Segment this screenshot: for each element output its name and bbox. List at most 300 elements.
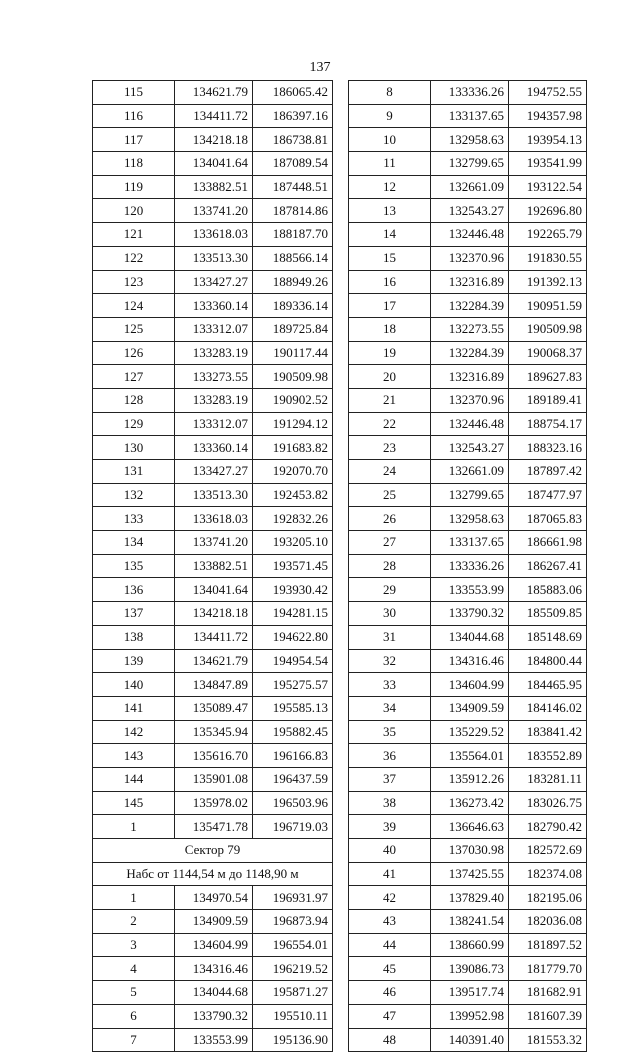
coord-y: 192832.26 [253,507,333,531]
coord-x: 132446.48 [431,412,509,436]
coord-x: 138241.54 [431,910,509,934]
coord-y: 184146.02 [509,696,587,720]
table-row [349,317,587,341]
table-row [93,270,333,294]
table-row [349,223,587,247]
table-row [349,365,587,389]
coord-y: 188323.16 [509,436,587,460]
point-number: 30 [349,602,431,626]
coord-x: 134218.18 [175,602,253,626]
table-row [93,531,333,555]
table-row [93,578,333,602]
coord-x: 133513.30 [175,246,253,270]
point-number: 43 [349,910,431,934]
point-number: 135 [93,554,175,578]
point-number: 37 [349,767,431,791]
coord-y: 194954.54 [253,649,333,673]
table-row [93,910,333,934]
coord-x: 133553.99 [431,578,509,602]
coord-y: 194281.15 [253,602,333,626]
table-row [93,246,333,270]
point-number: 46 [349,981,431,1005]
coord-x: 132661.09 [431,175,509,199]
point-number: 44 [349,933,431,957]
coord-x: 133273.55 [175,365,253,389]
point-number: 8 [349,81,431,105]
point-number: 136 [93,578,175,602]
right-coordinate-table [348,80,587,1052]
coord-x: 133618.03 [175,507,253,531]
coord-y: 186397.16 [253,104,333,128]
point-number: 143 [93,744,175,768]
table-row [93,365,333,389]
coord-x: 137425.55 [431,862,509,886]
coord-x: 135564.01 [431,744,509,768]
table-row [349,720,587,744]
coord-x: 133790.32 [175,1004,253,1028]
coord-y: 183841.42 [509,720,587,744]
point-number: 35 [349,720,431,744]
table-row [349,578,587,602]
point-number: 129 [93,412,175,436]
coord-x: 132799.65 [431,483,509,507]
table-row [93,720,333,744]
table-row [349,791,587,815]
table-row [349,744,587,768]
coord-y: 182195.06 [509,886,587,910]
coord-y: 188949.26 [253,270,333,294]
point-number: 142 [93,720,175,744]
coord-x: 140391.40 [431,1028,509,1052]
coord-y: 190117.44 [253,341,333,365]
coord-x: 132799.65 [431,152,509,176]
coord-x: 134044.68 [175,981,253,1005]
page-number: 137 [309,60,331,75]
coord-y: 196437.59 [253,767,333,791]
table-row [93,744,333,768]
point-number: 48 [349,1028,431,1052]
coord-y: 196166.83 [253,744,333,768]
coord-x: 133360.14 [175,294,253,318]
coord-y: 191830.55 [509,246,587,270]
point-number: 29 [349,578,431,602]
coord-x: 133312.07 [175,317,253,341]
table-row [93,460,333,484]
coord-y: 187065.83 [509,507,587,531]
coord-x: 133553.99 [175,1028,253,1052]
coord-x: 133882.51 [175,554,253,578]
coord-y: 181779.70 [509,957,587,981]
coord-x: 139517.74 [431,981,509,1005]
table-row [349,1028,587,1052]
point-number: 42 [349,886,431,910]
table-row [349,460,587,484]
coord-x: 135229.52 [431,720,509,744]
coord-x: 137829.40 [431,886,509,910]
coord-y: 181553.32 [509,1028,587,1052]
point-number: 26 [349,507,431,531]
table-row [349,1004,587,1028]
point-number: 34 [349,696,431,720]
coord-x: 132446.48 [431,223,509,247]
coord-x: 137030.98 [431,839,509,863]
point-number: 126 [93,341,175,365]
sector-title: Сектор 79 [93,839,333,863]
table-row [349,246,587,270]
coord-y: 195871.27 [253,981,333,1005]
point-number: 1 [93,886,175,910]
point-number: 128 [93,388,175,412]
table-row [349,767,587,791]
point-number: 23 [349,436,431,460]
coord-x: 132958.63 [431,507,509,531]
coord-y: 182036.08 [509,910,587,934]
left-coordinate-table [92,80,333,1052]
coord-x: 139952.98 [431,1004,509,1028]
coord-y: 184465.95 [509,673,587,697]
table-row [93,1004,333,1028]
coord-x: 133427.27 [175,460,253,484]
coord-y: 187448.51 [253,175,333,199]
coord-y: 193122.54 [509,175,587,199]
coord-y: 183552.89 [509,744,587,768]
point-number: 9 [349,104,431,128]
coord-x: 138660.99 [431,933,509,957]
point-number: 38 [349,791,431,815]
point-number: 1 [93,815,175,839]
coord-y: 185883.06 [509,578,587,602]
coord-x: 133283.19 [175,341,253,365]
table-row [93,696,333,720]
coord-x: 132370.96 [431,388,509,412]
coord-y: 186065.42 [253,81,333,105]
table-row [93,152,333,176]
table-row [349,862,587,886]
point-number: 139 [93,649,175,673]
table-row [349,81,587,105]
sector-subtitle-row [93,862,333,886]
table-row [349,839,587,863]
sector-title-row [93,839,333,863]
point-number: 140 [93,673,175,697]
point-number: 32 [349,649,431,673]
coord-y: 193930.42 [253,578,333,602]
table-row [93,791,333,815]
left-table-body-b [93,886,333,1052]
coord-y: 193541.99 [509,152,587,176]
point-number: 144 [93,767,175,791]
point-number: 121 [93,223,175,247]
coord-y: 196873.94 [253,910,333,934]
table-row [349,696,587,720]
coord-x: 135912.26 [431,767,509,791]
coord-x: 135978.02 [175,791,253,815]
coord-y: 190509.98 [253,365,333,389]
table-row [349,673,587,697]
coord-y: 193954.13 [509,128,587,152]
coord-y: 196931.97 [253,886,333,910]
point-number: 120 [93,199,175,223]
coord-x: 132284.39 [431,341,509,365]
coord-x: 133283.19 [175,388,253,412]
coord-x: 134316.46 [175,957,253,981]
coord-x: 134218.18 [175,128,253,152]
point-number: 141 [93,696,175,720]
table-row [349,412,587,436]
coord-x: 132370.96 [431,246,509,270]
coord-y: 195882.45 [253,720,333,744]
table-row [349,625,587,649]
coord-x: 133137.65 [431,104,509,128]
coord-y: 186738.81 [253,128,333,152]
table-row [93,128,333,152]
table-row [93,602,333,626]
point-number: 12 [349,175,431,199]
table-row [93,223,333,247]
coord-x: 132958.63 [431,128,509,152]
coord-x: 135901.08 [175,767,253,791]
table-row [349,270,587,294]
coord-x: 132543.27 [431,436,509,460]
point-number: 33 [349,673,431,697]
coord-y: 189725.84 [253,317,333,341]
coord-y: 181682.91 [509,981,587,1005]
table-row [349,554,587,578]
table-row [349,128,587,152]
table-row [349,436,587,460]
point-number: 127 [93,365,175,389]
left-table-body-a [93,81,333,839]
point-number: 10 [349,128,431,152]
sector-subtitle: Набс от 1144,54 м до 1148,90 м [93,862,333,886]
coord-y: 196719.03 [253,815,333,839]
coord-y: 189627.83 [509,365,587,389]
table-row [93,104,333,128]
coord-y: 189189.41 [509,388,587,412]
coord-y: 195275.57 [253,673,333,697]
coord-y: 192453.82 [253,483,333,507]
table-row [93,1028,333,1052]
table-row [93,767,333,791]
coord-x: 132316.89 [431,365,509,389]
point-number: 133 [93,507,175,531]
table-row [349,507,587,531]
coord-x: 134411.72 [175,625,253,649]
table-row [349,815,587,839]
point-number: 5 [93,981,175,1005]
table-row [93,175,333,199]
table-row [93,507,333,531]
point-number: 11 [349,152,431,176]
point-number: 123 [93,270,175,294]
table-row [349,981,587,1005]
table-row [349,933,587,957]
point-number: 25 [349,483,431,507]
coord-y: 191294.12 [253,412,333,436]
coord-x: 135471.78 [175,815,253,839]
coord-y: 181897.52 [509,933,587,957]
coord-y: 187089.54 [253,152,333,176]
table-row [93,436,333,460]
table-row [349,483,587,507]
point-number: 122 [93,246,175,270]
point-number: 134 [93,531,175,555]
point-number: 16 [349,270,431,294]
coord-x: 132543.27 [431,199,509,223]
coord-y: 181607.39 [509,1004,587,1028]
coord-x: 132661.09 [431,460,509,484]
point-number: 24 [349,460,431,484]
table-row [349,199,587,223]
table-row [93,815,333,839]
coord-y: 186267.41 [509,554,587,578]
coord-y: 192070.70 [253,460,333,484]
coord-y: 195510.11 [253,1004,333,1028]
table-row [93,957,333,981]
point-number: 18 [349,317,431,341]
coord-y: 185509.85 [509,602,587,626]
coord-y: 186661.98 [509,531,587,555]
point-number: 138 [93,625,175,649]
coord-x: 133360.14 [175,436,253,460]
coord-x: 134621.79 [175,649,253,673]
table-row [93,649,333,673]
table-row [349,531,587,555]
point-number: 4 [93,957,175,981]
point-number: 13 [349,199,431,223]
coord-x: 134604.99 [175,933,253,957]
table-row [349,649,587,673]
coord-y: 195585.13 [253,696,333,720]
table-row [349,388,587,412]
coord-y: 191392.13 [509,270,587,294]
coord-y: 187897.42 [509,460,587,484]
coord-x: 134621.79 [175,81,253,105]
point-number: 137 [93,602,175,626]
point-number: 116 [93,104,175,128]
coord-y: 189336.14 [253,294,333,318]
coord-x: 136646.63 [431,815,509,839]
coord-y: 196219.52 [253,957,333,981]
table-row [349,910,587,934]
table-row [93,673,333,697]
point-number: 119 [93,175,175,199]
coord-x: 134411.72 [175,104,253,128]
coord-y: 182374.08 [509,862,587,886]
coord-y: 188754.17 [509,412,587,436]
coord-y: 188187.70 [253,223,333,247]
coord-y: 182572.69 [509,839,587,863]
coord-y: 191683.82 [253,436,333,460]
table-row [93,81,333,105]
point-number: 28 [349,554,431,578]
coord-x: 135089.47 [175,696,253,720]
coord-x: 134044.68 [431,625,509,649]
point-number: 31 [349,625,431,649]
point-number: 36 [349,744,431,768]
coord-y: 194357.98 [509,104,587,128]
point-number: 20 [349,365,431,389]
coord-y: 190951.59 [509,294,587,318]
coord-x: 132316.89 [431,270,509,294]
coord-x: 134909.59 [431,696,509,720]
table-row [93,933,333,957]
coord-x: 134970.54 [175,886,253,910]
table-row [349,104,587,128]
table-row [93,886,333,910]
coord-x: 134847.89 [175,673,253,697]
coord-y: 183281.11 [509,767,587,791]
point-number: 3 [93,933,175,957]
table-row [93,412,333,436]
coord-y: 190068.37 [509,341,587,365]
point-number: 7 [93,1028,175,1052]
table-row [93,483,333,507]
point-number: 2 [93,910,175,934]
coord-y: 193205.10 [253,531,333,555]
point-number: 125 [93,317,175,341]
right-table-body [349,81,587,1052]
coord-y: 196503.96 [253,791,333,815]
coord-x: 133618.03 [175,223,253,247]
coord-x: 135616.70 [175,744,253,768]
table-row [349,294,587,318]
coord-y: 195136.90 [253,1028,333,1052]
point-number: 19 [349,341,431,365]
coord-x: 133336.26 [431,81,509,105]
coord-y: 187814.86 [253,199,333,223]
point-number: 15 [349,246,431,270]
coord-x: 133312.07 [175,412,253,436]
table-row [93,554,333,578]
coord-x: 133882.51 [175,175,253,199]
coord-x: 132273.55 [431,317,509,341]
coord-x: 133790.32 [431,602,509,626]
coord-x: 133513.30 [175,483,253,507]
coord-y: 184800.44 [509,649,587,673]
point-number: 39 [349,815,431,839]
point-number: 117 [93,128,175,152]
point-number: 124 [93,294,175,318]
point-number: 130 [93,436,175,460]
point-number: 132 [93,483,175,507]
point-number: 145 [93,791,175,815]
coord-y: 192696.80 [509,199,587,223]
table-row [349,602,587,626]
table-row [93,341,333,365]
coord-x: 134604.99 [431,673,509,697]
table-row [93,199,333,223]
coord-x: 134316.46 [431,649,509,673]
table-row [349,152,587,176]
point-number: 40 [349,839,431,863]
table-row [93,294,333,318]
coord-x: 134041.64 [175,578,253,602]
coord-x: 133427.27 [175,270,253,294]
point-number: 118 [93,152,175,176]
coord-y: 194752.55 [509,81,587,105]
point-number: 22 [349,412,431,436]
coord-x: 133741.20 [175,199,253,223]
coord-x: 136273.42 [431,791,509,815]
table-row [349,341,587,365]
coord-y: 196554.01 [253,933,333,957]
coord-y: 190902.52 [253,388,333,412]
sector-header [93,839,333,886]
table-row [349,175,587,199]
point-number: 115 [93,81,175,105]
point-number: 131 [93,460,175,484]
